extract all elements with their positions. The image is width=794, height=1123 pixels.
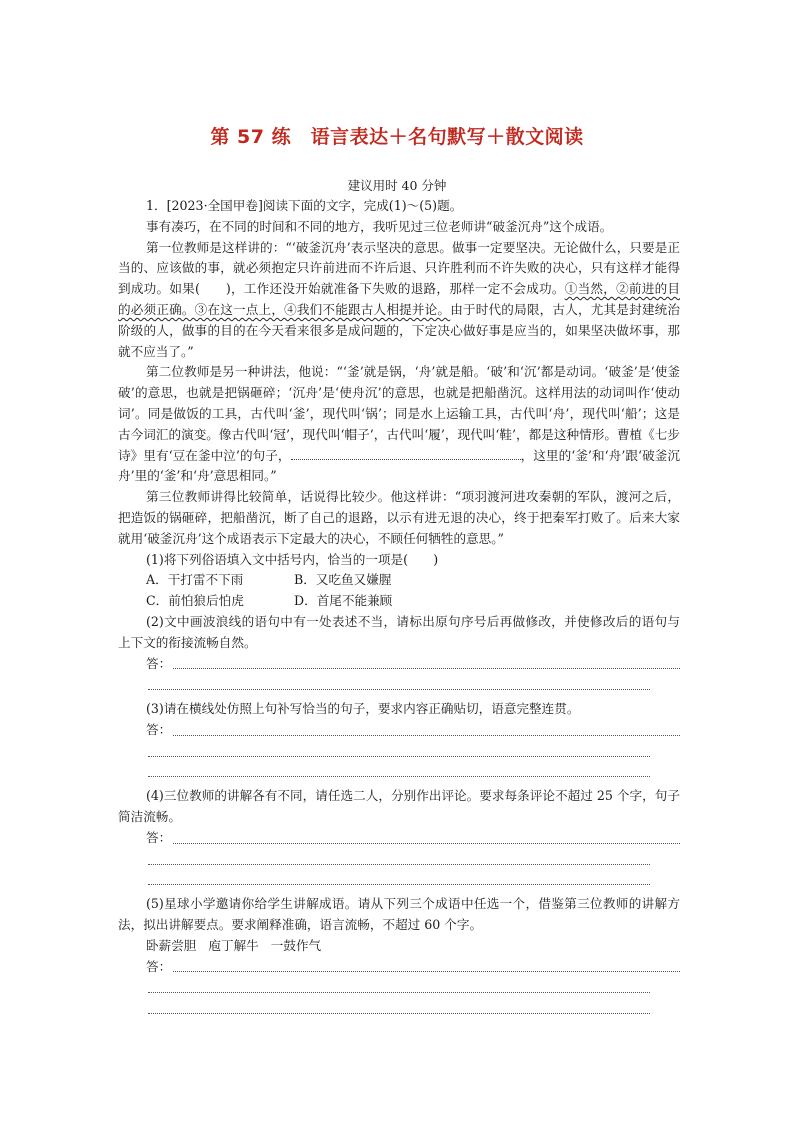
option-a[interactable]: A．干打雷不下雨 (146, 572, 244, 588)
passage-paragraph-3 (118, 362, 680, 487)
answer-line[interactable] (118, 674, 680, 695)
question-header: 1．[2023·全国甲卷]阅读下面的文字，完成(1)～(5)题。 (146, 198, 463, 213)
answer-line[interactable] (118, 977, 680, 998)
answer-label: 答： (146, 829, 172, 845)
options-row-1 (118, 570, 680, 591)
idiom-3: 一鼓作气 (270, 937, 322, 953)
option-d[interactable]: D．首尾不能兼顾 (294, 593, 393, 609)
passage-text: 由于时代的局限，古人，尤其是封建统治阶级的人，做事的目的在今天看来很多是成问题的，下定决心做好事是应当的，如果坚决做坏事，那就不应当了。” (118, 301, 681, 359)
sub-question-2: (2)文中画波浪线的语句中有一处表述不当，请标出原句序号后再做修改，并使修改后的语句与上下文的衔接流畅自然。 (118, 613, 680, 650)
suggested-time: 建议用时 40 分钟 (347, 178, 447, 193)
answer-line[interactable] (118, 957, 680, 978)
sub-question-4: (4)三位教师的讲解各有不同，请任选二人，分别作出评论。要求每条评论不超过 25 个字，句子简洁流畅。 (118, 788, 680, 825)
fill-blank-line[interactable] (291, 447, 521, 460)
wavy-underlined-sentence: ①当然，②前进的目的必须正确。③在这一点上，④我们不能跟古人相提并论。 (118, 281, 681, 317)
passage-paragraph-1: 事有凑巧，在不同的时间和不同的地方，我听见过三位老师讲“破釜沉舟”这个成语。 (146, 218, 613, 234)
idiom-2: 庖丁解牛 (208, 937, 259, 953)
answer-line[interactable] (118, 741, 680, 762)
answer-line[interactable] (118, 998, 680, 1019)
passage-paragraph-2 (118, 238, 680, 363)
idiom-list (118, 936, 680, 957)
answer-label: 答： (146, 721, 172, 737)
passage-text: ，这里的‘釜’和‘舟’跟‘破釜沉舟’里的‘釜’和‘舟’意思相同。” (118, 447, 680, 484)
sub-question-5: (5)星球小学邀请你给学生讲解成语。请从下列三个成语中任选一个，借鉴第三位教师的讲解方法，拟出讲解要点。要求阐释准确，语言流畅，不超过 60 个字。 (118, 896, 680, 933)
answer-label: 答： (146, 655, 172, 671)
passage-text: 第一位教师是这样讲的：“‘破釜沉舟’表示坚决的意思。做事一定要坚决。无论做什么，只要是正当的、应该做的事，就必须抱定只许前进而不许后退、只许胜利而不许失败的决心，只有这样才能得到成功。如果( )，工作还没开始就准备下失败的退路，那样一定不会成功。 (118, 239, 680, 297)
answer-label: 答： (146, 958, 172, 974)
sub-question-3: (3)请在横线处仿照上句补写恰当的句子，要求内容正确贴切，语意完整连贯。 (146, 701, 580, 717)
answer-line[interactable] (118, 654, 680, 675)
passage-text: 第二位教师是另一种讲法，他说：“‘釜’就是锅，‘舟’就是船。‘破’和‘沉’都是动词。‘破釜’是‘使釜破’的意思，也就是把锅砸碎；‘沉舟’是‘使舟沉’的意思，也就是把船凿沉。这样用法的动词叫作‘使动词’。同是做饭的工具，古代叫‘釜’，现代叫‘锅’；同是水上运输工具，古代叫‘舟’，现代叫‘船’；这是古今词汇的演变。像古代叫‘冠’，现代叫‘帽子’，古代叫‘履’，现代叫‘鞋’，都是这种情形。曹植《七步诗》里有‘豆在釜中泣’的句子， (118, 364, 680, 463)
answer-line[interactable] (118, 849, 680, 870)
option-b[interactable]: B．又吃鱼又嫌腥 (294, 572, 392, 588)
options-row-2 (118, 591, 680, 612)
question-body (118, 196, 680, 1019)
answer-line[interactable] (118, 828, 680, 849)
option-c[interactable]: C．前怕狼后怕虎 (146, 593, 244, 609)
answer-line[interactable] (118, 762, 680, 783)
idiom-1: 卧薪尝胆 (146, 937, 197, 953)
answer-line[interactable] (118, 870, 680, 891)
sub-question-1: (1)将下列俗语填入文中括号内，恰当的一项是( ) (146, 551, 439, 567)
answer-line[interactable] (118, 720, 680, 741)
passage-paragraph-4: 第三位教师讲得比较简单，话说得比较少。他这样讲：“项羽渡河进攻秦朝的军队，渡河之后，把造饭的锅砸碎，把船凿沉，断了自己的退路，以示有进无退的决心，终于把秦军打败了。后来大家就用‘破釜沉舟’这个成语表示下定最大的决心，不顾任何牺牲的意思。” (118, 489, 680, 546)
page-title: 第 57 练 语言表达＋名句默写＋散文阅读 (210, 126, 584, 148)
